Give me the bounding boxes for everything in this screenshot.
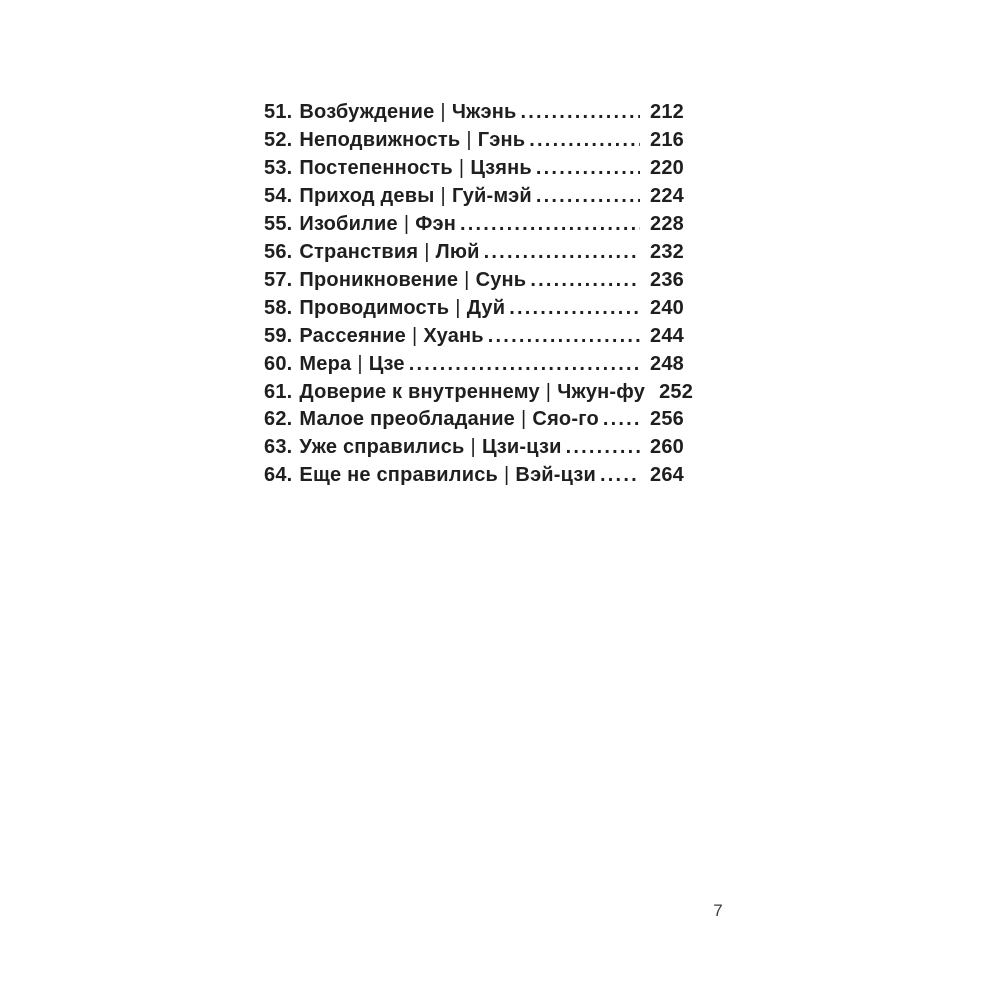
entry-separator: | xyxy=(440,101,446,123)
entry-hexagram-name: Цзи-цзи xyxy=(481,436,562,459)
toc-entry[interactable] xyxy=(264,323,684,351)
dot-leader xyxy=(484,239,640,267)
dot-leader xyxy=(529,127,640,155)
dot-leader xyxy=(488,323,640,351)
toc-entry[interactable] xyxy=(264,183,684,211)
toc-entry[interactable] xyxy=(264,379,694,407)
entry-page: 260 xyxy=(650,436,684,459)
entry-title: Странствия xyxy=(299,240,419,263)
entry-page: 220 xyxy=(650,156,684,179)
entry-hexagram-name: Дуй xyxy=(466,296,506,319)
entry-number: 63. xyxy=(264,436,293,459)
entry-title: Малое преобладание xyxy=(299,408,516,431)
entry-separator: | xyxy=(424,240,430,263)
entry-page: 252 xyxy=(659,380,694,403)
entry-hexagram-name: Люй xyxy=(435,240,480,263)
entry-number: 58. xyxy=(264,296,293,319)
entry-separator: | xyxy=(455,296,461,319)
entry-title: Проводимость xyxy=(299,296,450,319)
entry-title: Постепенность xyxy=(299,156,453,179)
entry-page: 240 xyxy=(650,296,684,319)
toc-entry[interactable] xyxy=(264,267,684,295)
entry-number: 57. xyxy=(264,268,293,291)
entry-title: Уже справились xyxy=(299,436,465,459)
toc-entry[interactable] xyxy=(264,99,684,127)
entry-number: 56. xyxy=(264,240,293,263)
entry-separator: | xyxy=(470,436,476,459)
entry-page: 216 xyxy=(650,128,684,151)
page-number: 7 xyxy=(713,901,723,920)
entry-hexagram-name: Сунь xyxy=(475,268,527,291)
toc-entry[interactable] xyxy=(264,239,684,267)
entry-hexagram-name: Чжун-фу xyxy=(557,380,646,403)
entry-title: Рассеяние xyxy=(299,324,406,347)
entry-page: 224 xyxy=(650,184,684,207)
toc-entry[interactable] xyxy=(264,155,684,183)
dot-leader xyxy=(530,267,640,295)
table-of-contents xyxy=(264,99,694,490)
entry-number: 62. xyxy=(264,408,293,431)
dot-leader xyxy=(536,183,640,211)
toc-entry[interactable] xyxy=(264,434,684,462)
dot-leader xyxy=(509,295,640,323)
entry-separator: | xyxy=(458,156,465,179)
entry-hexagram-name: Гуй-мэй xyxy=(451,184,532,207)
entry-separator: | xyxy=(521,408,527,431)
dot-leader xyxy=(566,434,640,462)
toc-entry[interactable] xyxy=(264,295,684,323)
entry-page: 256 xyxy=(650,408,684,431)
toc-entry[interactable] xyxy=(264,127,684,155)
entry-number: 59. xyxy=(264,324,293,347)
dot-leader xyxy=(460,211,640,239)
entry-title: Проникновение xyxy=(299,268,459,291)
entry-number: 61. xyxy=(264,380,293,403)
entry-title: Приход девы xyxy=(299,184,435,207)
entry-page: 232 xyxy=(650,240,684,263)
entry-page: 212 xyxy=(650,101,684,123)
entry-hexagram-name: Фэн xyxy=(415,212,457,235)
entry-separator: | xyxy=(411,324,418,347)
entry-number: 53. xyxy=(264,156,293,179)
toc-entry[interactable] xyxy=(264,462,684,490)
entry-separator: | xyxy=(403,212,410,235)
entry-title: Еще не справились xyxy=(299,464,499,487)
entry-separator: | xyxy=(504,464,510,487)
entry-number: 54. xyxy=(264,184,293,207)
entry-hexagram-name: Цзянь xyxy=(470,156,532,179)
entry-title: Неподвижность xyxy=(299,128,461,151)
entry-separator: | xyxy=(440,184,446,207)
entry-hexagram-name: Хуань xyxy=(423,324,484,347)
entry-number: 64. xyxy=(264,464,293,487)
dot-leader xyxy=(536,155,640,183)
entry-hexagram-name: Вэй-цзи xyxy=(515,464,597,487)
dot-leader xyxy=(520,99,640,127)
entry-page: 236 xyxy=(650,268,684,291)
entry-hexagram-name: Гэнь xyxy=(477,128,526,151)
dot-leader xyxy=(600,462,640,490)
toc-entry[interactable] xyxy=(264,211,684,239)
entry-page: 248 xyxy=(650,352,684,375)
entry-separator: | xyxy=(357,352,363,375)
entry-title: Мера xyxy=(299,352,352,375)
entry-number: 52. xyxy=(264,128,293,151)
entry-number: 51. xyxy=(264,101,293,123)
dot-leader xyxy=(409,351,640,379)
entry-separator: | xyxy=(545,380,552,403)
entry-hexagram-name: Сяо-го xyxy=(532,408,599,431)
entry-title: Возбуждение xyxy=(299,101,435,123)
entry-page: 228 xyxy=(650,212,684,235)
entry-page: 264 xyxy=(650,464,684,487)
entry-number: 60. xyxy=(264,352,293,375)
dot-leader xyxy=(603,406,640,434)
entry-separator: | xyxy=(466,128,472,151)
entry-hexagram-name: Чжэнь xyxy=(451,101,517,123)
entry-hexagram-name: Цзе xyxy=(368,352,405,375)
entry-title: Доверие к внутреннему xyxy=(299,380,540,403)
toc-entry[interactable] xyxy=(264,406,684,434)
entry-title: Изобилие xyxy=(299,212,398,235)
toc-entry[interactable] xyxy=(264,351,684,379)
entry-number: 55. xyxy=(264,212,293,235)
entry-separator: | xyxy=(464,268,470,291)
entry-page: 244 xyxy=(650,324,684,347)
